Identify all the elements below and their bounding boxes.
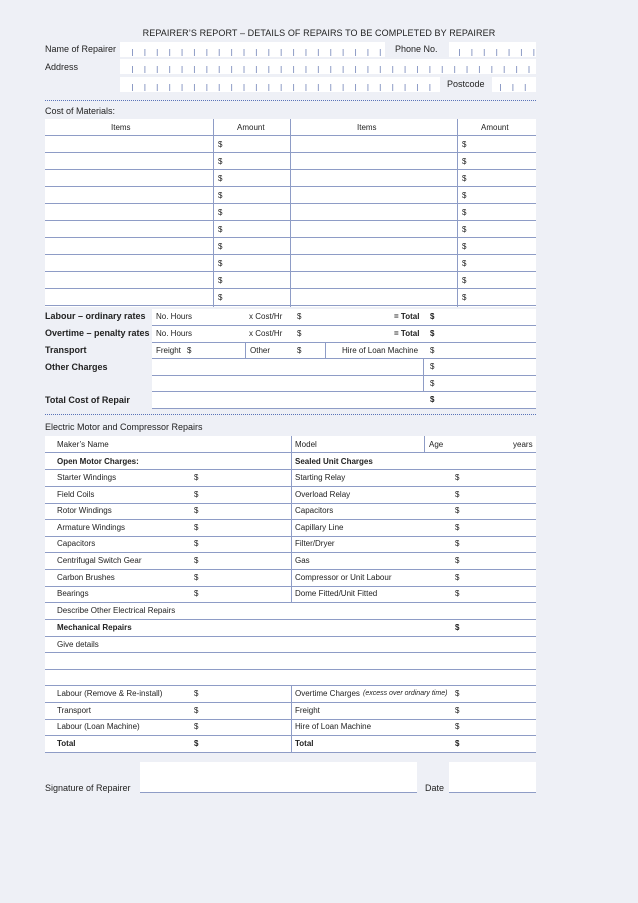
total-cost-of-repair-label: Total Cost of Repair — [45, 395, 130, 405]
currency-symbol: $ — [297, 346, 302, 355]
sealed-unit-item: Gas — [295, 556, 310, 565]
currency-symbol[interactable]: $ — [218, 208, 223, 217]
currency-symbol[interactable]: $ — [430, 329, 435, 338]
currency-symbol[interactable]: $ — [194, 689, 199, 698]
date-field[interactable] — [449, 762, 536, 792]
labour-ordinary-label: Labour – ordinary rates — [45, 311, 146, 321]
col-items-header-left: Items — [111, 123, 131, 132]
currency-symbol[interactable]: $ — [462, 242, 467, 251]
open-motor-item: Field Coils — [57, 489, 95, 499]
signature-field[interactable] — [140, 762, 417, 792]
sealed-unit-item: Dome Fitted/Unit Fitted — [295, 589, 378, 599]
overtime-penalty-label: Overtime – penalty rates — [45, 328, 150, 338]
labour-table — [152, 309, 536, 409]
transport-label: Transport — [45, 345, 87, 355]
date-label: Date — [425, 783, 445, 793]
currency-symbol[interactable]: $ — [218, 259, 223, 268]
currency-symbol: $ — [297, 312, 302, 321]
name-of-repairer-field[interactable] — [120, 42, 385, 57]
currency-symbol[interactable]: $ — [462, 293, 467, 302]
currency-symbol[interactable]: $ — [462, 225, 467, 234]
freight-label[interactable]: Freight — [156, 346, 181, 355]
currency-symbol[interactable]: $ — [430, 395, 435, 404]
currency-symbol[interactable]: $ — [218, 157, 223, 166]
address-field-line-2[interactable] — [120, 77, 440, 92]
sealed-unit-item: Starting Relay — [295, 473, 346, 482]
form-title: REPAIRER’S REPORT – DETAILS OF REPAIRS TO BE COMPLETED BY REPAIRER — [142, 28, 496, 38]
no-hours-label-2[interactable]: No. Hours — [156, 329, 193, 338]
open-motor-item: Rotor Windings — [57, 506, 112, 516]
sealed-unit-item: Filter/Dryer — [295, 539, 335, 549]
currency-symbol[interactable]: $ — [462, 157, 467, 166]
cost-of-materials-heading: Cost of Materials: — [45, 106, 116, 116]
sealed-unit-item: Overload Relay — [295, 489, 351, 499]
open-motor-item: Carbon Brushes — [57, 572, 115, 582]
currency-symbol[interactable]: $ — [218, 242, 223, 251]
bottom-left-item: Labour (Remove & Re-install) — [57, 689, 163, 698]
currency-symbol[interactable]: $ — [455, 506, 460, 516]
currency-symbol[interactable]: $ — [194, 722, 199, 732]
currency-symbol[interactable]: $ — [455, 738, 460, 748]
currency-symbol[interactable]: $ — [455, 522, 460, 532]
bottom-right-item: Total — [295, 738, 314, 748]
age-label[interactable]: Age — [429, 440, 444, 449]
phone-field[interactable] — [449, 42, 536, 57]
describe-other-electrical-label[interactable]: Describe Other Electrical Repairs — [57, 606, 176, 615]
open-motor-item: Capacitors — [57, 539, 96, 549]
currency-symbol[interactable]: $ — [194, 489, 199, 499]
makers-name-label[interactable]: Maker’s Name — [57, 440, 109, 449]
open-motor-item: Starter Windings — [57, 473, 117, 482]
currency-symbol[interactable]: $ — [455, 473, 460, 482]
currency-symbol[interactable]: $ — [194, 589, 199, 599]
name-of-repairer-label: Name of Repairer — [45, 44, 117, 54]
currency-symbol[interactable]: $ — [218, 140, 223, 149]
address-field-line-1[interactable] — [120, 59, 536, 74]
currency-symbol[interactable]: $ — [430, 362, 435, 371]
cost-hr-label-2[interactable]: x Cost/Hr — [249, 329, 283, 338]
electric-motor-heading: Electric Motor and Compressor Repairs — [45, 422, 203, 432]
other-charges-label: Other Charges — [45, 362, 108, 372]
overtime-note: (excess over ordinary time) — [363, 689, 448, 697]
currency-symbol[interactable]: $ — [455, 556, 460, 565]
currency-symbol[interactable]: $ — [455, 589, 460, 599]
total-label-1: = Total — [394, 312, 420, 321]
currency-symbol[interactable]: $ — [462, 208, 467, 217]
currency-symbol[interactable]: $ — [194, 506, 199, 516]
currency-symbol[interactable]: $ — [194, 556, 199, 565]
open-motor-item: Bearings — [57, 589, 89, 599]
signature-label: Signature of Repairer — [45, 783, 131, 793]
bottom-left-item: Labour (Loan Machine) — [57, 722, 140, 732]
mechanical-repairs-label: Mechanical Repairs — [57, 623, 132, 632]
currency-symbol[interactable]: $ — [218, 225, 223, 234]
currency-symbol[interactable]: $ — [462, 191, 467, 200]
sealed-unit-item: Compressor or Unit Labour — [295, 572, 392, 582]
currency-symbol[interactable]: $ — [455, 623, 460, 632]
currency-symbol: $ — [297, 329, 302, 338]
currency-symbol[interactable]: $ — [455, 539, 460, 549]
currency-symbol[interactable]: $ — [194, 738, 199, 748]
postcode-field[interactable] — [492, 77, 536, 92]
sealed-unit-item: Capacitors — [295, 506, 334, 516]
phone-label: Phone No. — [395, 44, 438, 54]
section-divider — [45, 414, 536, 415]
sealed-unit-charges-heading: Sealed Unit Charges — [295, 457, 373, 466]
currency-symbol[interactable]: $ — [194, 572, 199, 582]
bottom-left-item: Total — [57, 738, 76, 748]
currency-symbol[interactable]: $ — [462, 174, 467, 183]
col-amount-header-right: Amount — [481, 123, 509, 132]
currency-symbol[interactable]: $ — [194, 539, 199, 549]
col-items-header-right: Items — [357, 123, 377, 132]
currency-symbol: $ — [187, 346, 192, 355]
model-label[interactable]: Model — [295, 440, 317, 449]
currency-symbol[interactable]: $ — [455, 489, 460, 499]
other-label[interactable]: Other — [250, 346, 271, 355]
cost-hr-label-1[interactable]: x Cost/Hr — [249, 312, 283, 321]
postcode-label: Postcode — [447, 79, 485, 89]
currency-symbol[interactable]: $ — [218, 293, 223, 302]
currency-symbol[interactable]: $ — [455, 722, 460, 732]
currency-symbol[interactable]: $ — [455, 572, 460, 582]
hire-of-loan-machine-label[interactable]: Hire of Loan Machine — [342, 346, 419, 355]
bottom-right-item: Overtime Charges — [295, 689, 360, 698]
currency-symbol[interactable]: $ — [455, 689, 460, 698]
currency-symbol: $ — [430, 346, 435, 355]
bottom-left-item: Transport — [57, 705, 91, 715]
address-label: Address — [45, 62, 79, 72]
currency-symbol[interactable]: $ — [430, 379, 435, 388]
bottom-right-item: Hire of Loan Machine — [295, 722, 372, 732]
currency-symbol[interactable]: $ — [218, 276, 223, 285]
no-hours-label-1[interactable]: No. Hours — [156, 312, 193, 321]
col-amount-header-left: Amount — [237, 123, 265, 132]
currency-symbol[interactable]: $ — [194, 522, 199, 532]
currency-symbol[interactable]: $ — [462, 276, 467, 285]
currency-symbol[interactable]: $ — [218, 174, 223, 183]
give-details-label[interactable]: Give details — [57, 640, 99, 649]
currency-symbol[interactable]: $ — [462, 259, 467, 268]
total-label-2: = Total — [394, 329, 420, 338]
bottom-right-item: Freight — [295, 705, 320, 715]
sealed-unit-item: Capillary Line — [295, 522, 344, 532]
currency-symbol[interactable]: $ — [462, 140, 467, 149]
currency-symbol[interactable]: $ — [194, 705, 199, 715]
currency-symbol[interactable]: $ — [218, 191, 223, 200]
years-label: years — [513, 440, 533, 449]
currency-symbol[interactable]: $ — [430, 312, 435, 321]
open-motor-charges-heading: Open Motor Charges: — [57, 457, 139, 466]
currency-symbol[interactable]: $ — [194, 473, 199, 482]
section-divider — [45, 100, 536, 101]
open-motor-item: Armature Windings — [57, 522, 126, 532]
open-motor-item: Centrifugal Switch Gear — [57, 556, 142, 565]
currency-symbol[interactable]: $ — [455, 705, 460, 715]
